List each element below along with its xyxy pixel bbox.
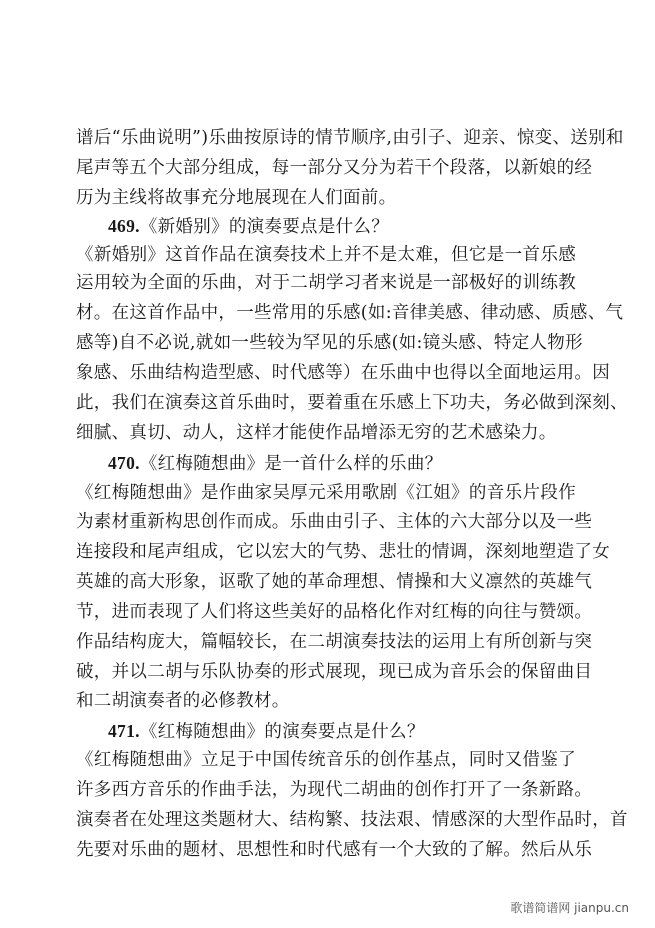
intro-line-1: 谱后“乐曲说明”)乐曲按原诗的情节顺序,由引子、迎亲、惊变、送别和 [76,128,624,148]
question-469-heading [108,214,389,239]
answer-469-line-7: 细腻、真切、动人，这样才能使作品增添无穷的艺术感染力。 [76,423,557,443]
answer-470-line-6: 作品结构庞大，篇幅较长，在二胡演奏技法的运用上有所创新与突 [76,632,593,652]
question-number: 471. [108,721,140,741]
answer-469-line-5: 象感、乐曲结构造型感、时代感等）在乐曲中也得以全面地运用。因 [76,363,610,383]
answer-469-line-4: 感等)自不必说,就如一些较为罕见的乐感(如:镜头感、特定人物形 [76,333,583,353]
answer-470-line-7: 破，并以二胡与乐队协奏的形式展现，现已成为音乐会的保留曲目 [76,662,593,682]
site-watermark: 歌谱简谱网 jianpu.cn [510,901,629,915]
answer-469-line-2: 运用较为全面的乐曲，对于二胡学习者来说是一部极好的训练教 [76,273,576,293]
question-number: 470. [108,453,140,473]
answer-470-line-1: 《红梅随想曲》是作曲家吴厚元采用歌剧《江姐》的音乐片段作 [76,483,576,503]
answer-470-line-2: 为素材重新构思创作而成。乐曲由引子、主体的六大部分以及一些 [76,512,593,532]
answer-470-line-3: 连接段和尾声组成，它以宏大的气势、悲壮的情调，深刻地塑造了女 [76,542,610,562]
question-number: 469. [108,216,140,236]
answer-470-line-8: 和二胡演奏者的必修教材。 [76,691,290,711]
question-470-heading [108,451,442,476]
intro-line-2: 尾声等五个大部分组成，每一部分又分为若干个段落，以新娘的经 [76,158,593,178]
answer-471-line-3: 演奏者在处理这类题材大、结构繁、技法艰、情感深的大型作品时，首 [76,810,628,830]
question-title: 《新婚别》的演奏要点是什么？ [139,217,390,237]
answer-471-line-1: 《红梅随想曲》立足于中国传统音乐的创作基点，同时又借鉴了 [76,750,576,770]
answer-470-line-5: 节，进而表现了人们将这些美好的品格化作对红梅的向往与赞颂。 [76,602,593,622]
answer-469-line-3: 材。在这首作品中，一些常用的乐感(如:音律美感、律动感、质感、气 [76,303,624,323]
answer-471-line-2: 许多西方音乐的作曲手法，为现代二胡曲的创作打开了一条新路。 [76,780,593,800]
answer-471-line-4: 先要对乐曲的题材、思想性和时代感有一个大致的了解。然后从乐 [76,840,593,860]
answer-469-line-6: 此，我们在演奏这首乐曲时，要着重在乐感上下功夫，务必做到深刻、 [76,393,628,413]
answer-470-line-4: 英雄的高大形象，讴歌了她的革命理想、情操和大义凛然的英雄气 [76,572,593,592]
question-471-heading [108,719,425,744]
question-title: 《红梅随想曲》是一首什么样的乐曲？ [139,454,443,474]
answer-469-line-1: 《新婚别》这首作品在演奏技术上并不是太难，但它是一首乐感 [76,245,576,265]
intro-line-3: 历为主线将故事充分地展现在人们面前。 [76,188,397,208]
question-title: 《红梅随想曲》的演奏要点是什么？ [139,722,425,742]
